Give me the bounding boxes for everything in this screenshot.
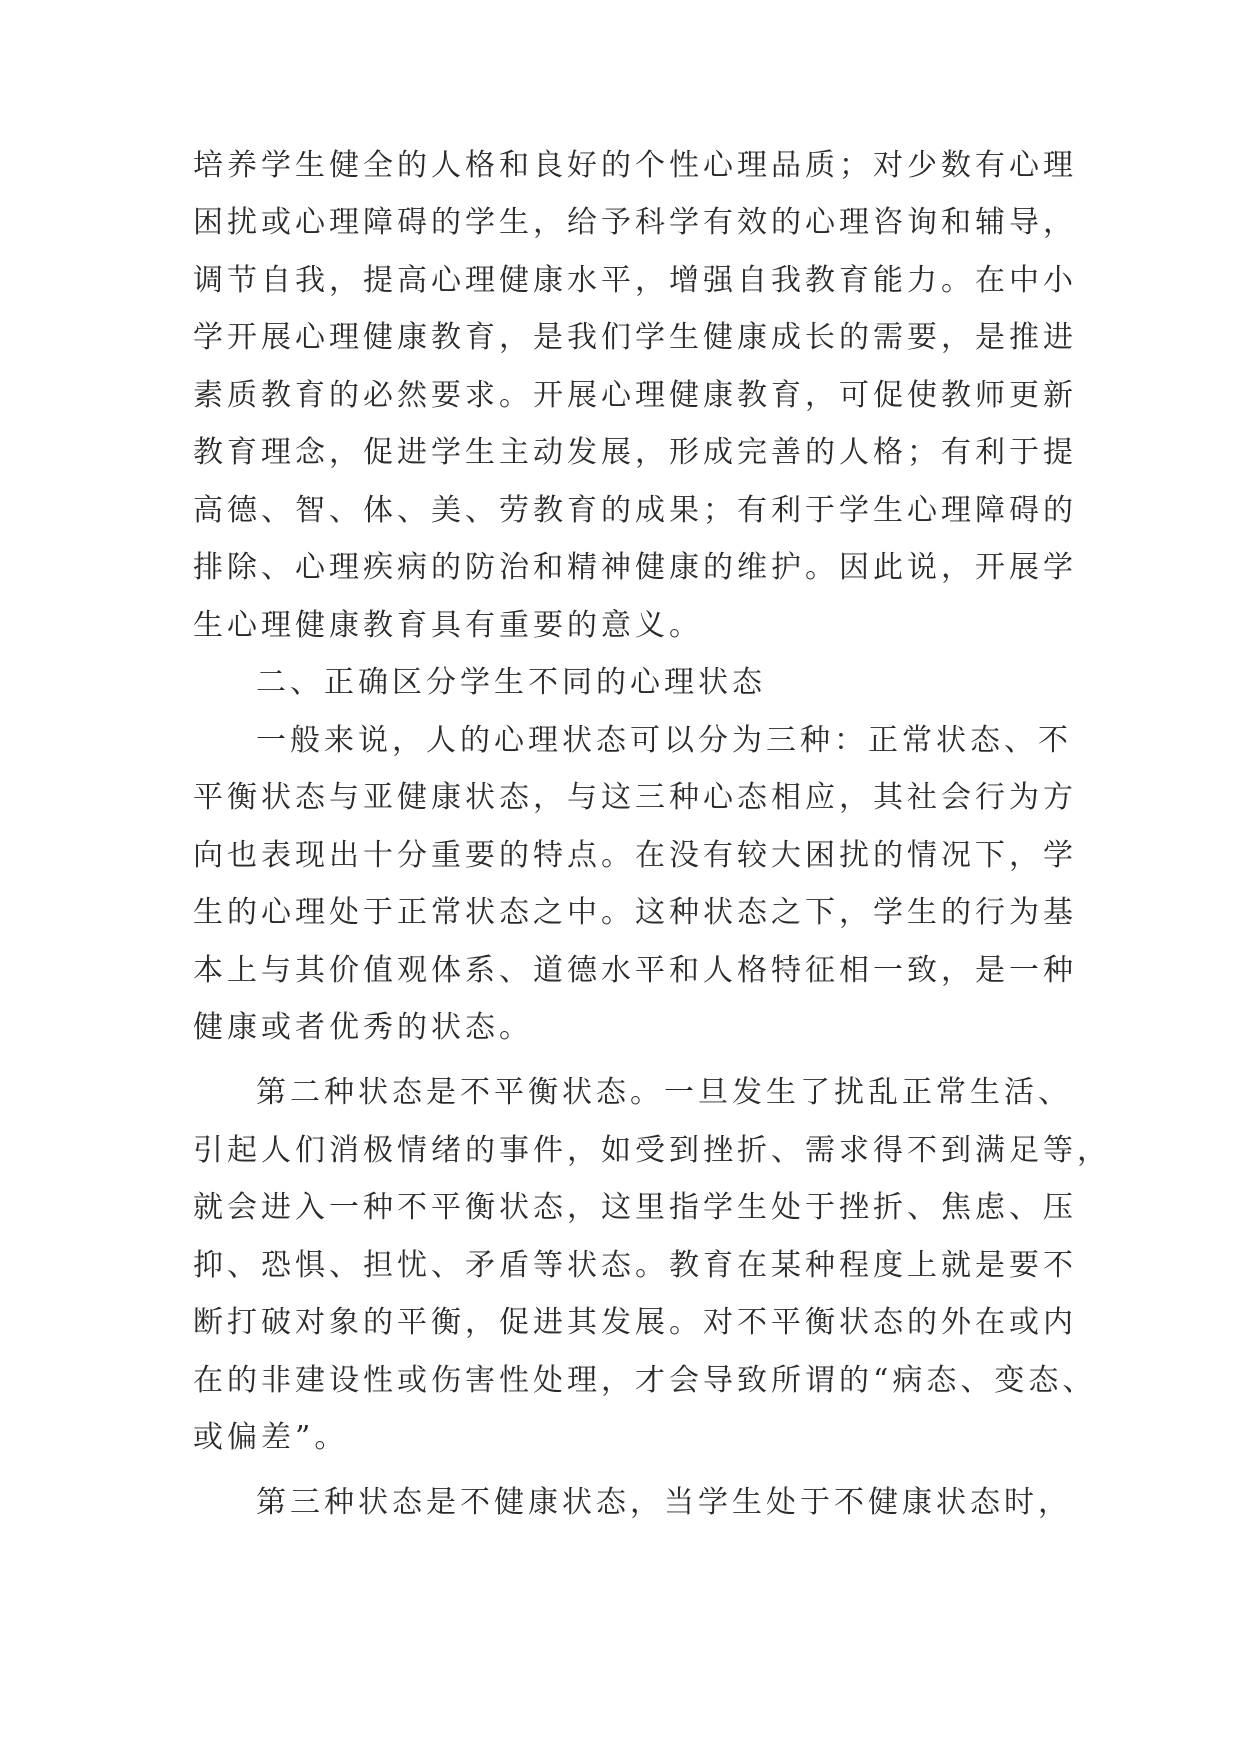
- body-text-line: 调节自我，提高心理健康水平，增强自我教育能力。在中小: [193, 263, 1077, 298]
- body-text-line: 健康或者优秀的状态。: [193, 1010, 533, 1045]
- body-text-line: 或偏差”。: [193, 1420, 349, 1455]
- body-text-line: 抑、恐惧、担忧、矛盾等状态。教育在某种程度上就是要不: [193, 1248, 1077, 1283]
- body-text-line: 在的非建设性或伤害性处理，才会导致所谓的“病态、变态、: [193, 1363, 1097, 1398]
- body-text-line: 引起人们消极情绪的事件，如受到挫折、需求得不到满足等，: [193, 1133, 1111, 1168]
- section-heading: 二、正确区分学生不同的心理状态: [256, 665, 766, 700]
- body-text-line: 平衡状态与亚健康状态，与这三种心态相应，其社会行为方: [193, 780, 1077, 815]
- body-text-line: 生的心理处于正常状态之中。这种状态之下，学生的行为基: [193, 895, 1077, 930]
- body-text-line: 生心理健康教育具有重要的意义。: [193, 608, 703, 643]
- body-text-line: 向也表现出十分重要的特点。在没有较大困扰的情况下，学: [193, 838, 1077, 873]
- body-text-line: 困扰或心理障碍的学生，给予科学有效的心理咨询和辅导，: [193, 205, 1077, 240]
- body-text-line: 培养学生健全的人格和良好的个性心理品质；对少数有心理: [193, 148, 1077, 183]
- body-text-line: 断打破对象的平衡，促进其发展。对不平衡状态的外在或内: [193, 1305, 1077, 1340]
- body-text-line: 素质教育的必然要求。开展心理健康教育，可促使教师更新: [193, 378, 1077, 413]
- body-text-line: 第三种状态是不健康状态，当学生处于不健康状态时，: [256, 1485, 1072, 1520]
- body-text-line: 学开展心理健康教育，是我们学生健康成长的需要，是推进: [193, 320, 1077, 355]
- body-text-line: 本上与其价值观体系、道德水平和人格特征相一致，是一种: [193, 953, 1077, 988]
- body-text-line: 高德、智、体、美、劳教育的成果；有利于学生心理障碍的: [193, 493, 1077, 528]
- body-text-line: 第二种状态是不平衡状态。一旦发生了扰乱正常生活、: [256, 1075, 1072, 1110]
- body-text-line: 就会进入一种不平衡状态，这里指学生处于挫折、焦虑、压: [193, 1190, 1077, 1225]
- body-text-line: 排除、心理疾病的防治和精神健康的维护。因此说，开展学: [193, 550, 1077, 585]
- body-text-line: 教育理念，促进学生主动发展，形成完善的人格；有利于提: [193, 435, 1077, 470]
- body-text-line: 一般来说，人的心理状态可以分为三种：正常状态、不: [256, 723, 1072, 758]
